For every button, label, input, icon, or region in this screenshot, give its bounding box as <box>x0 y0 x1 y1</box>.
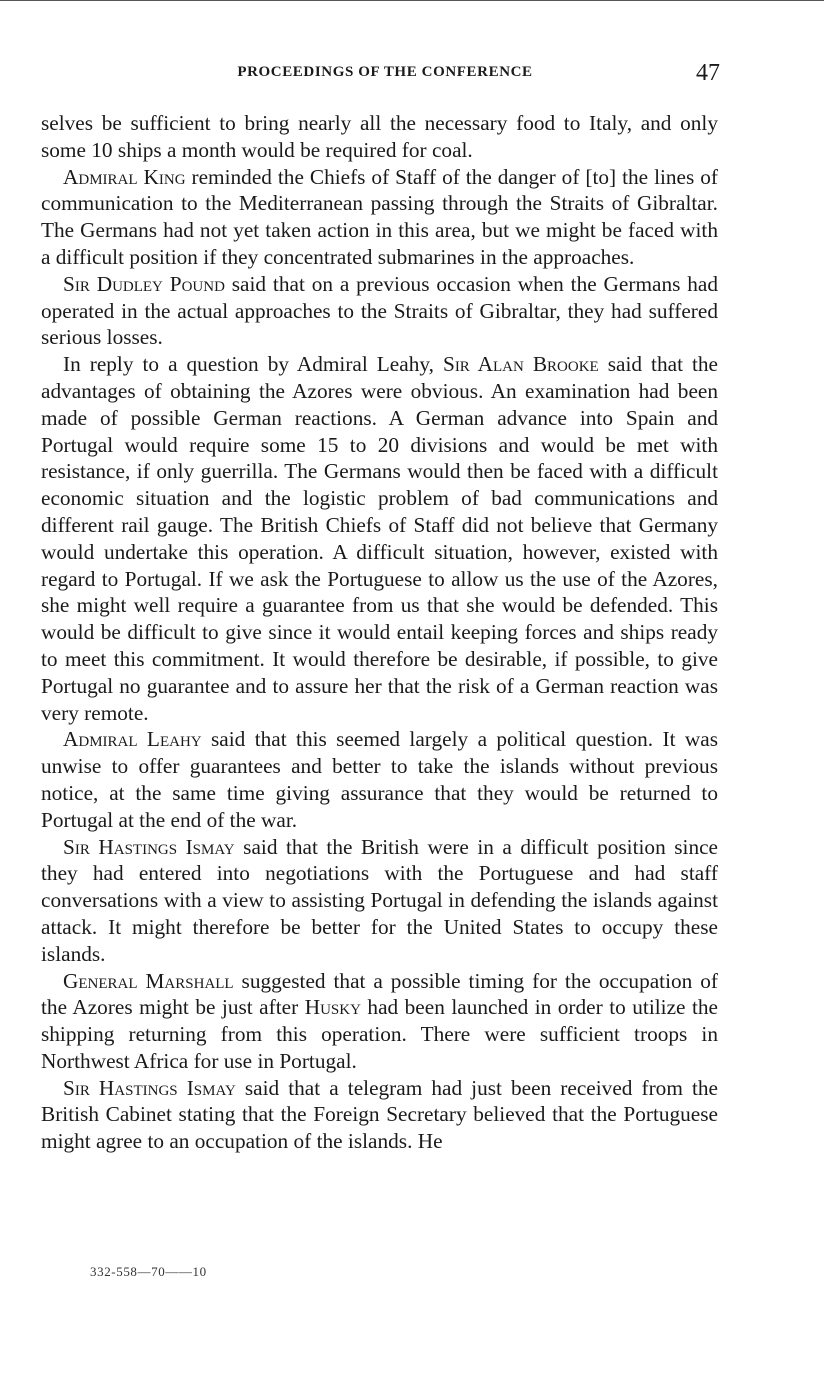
paragraph-text: said that a telegram had just been received from the British Cabinet stating that the Foreign Secretary believed that the Portuguese might agree to an occupation of the islands. He <box>41 1075 718 1154</box>
paragraph-text: suggested that a possible timing for the occupation of the Azores might be just after <box>41 968 719 1020</box>
paragraph-sir-hastings-ismay <box>41 834 718 968</box>
paragraph-text: said that this seemed largely a political question. It was unwise to offer guarantees and better to take the islands without previous notice, at the same time giving assurance that they would be returned to Portugal at the end of the war. <box>41 727 718 832</box>
paragraph-text: reminded the Chiefs of Staff of the danger of [to] the lines of communication to the Mediterranean passing through the Straits of Gibraltar. The Germans had not yet taken action in this area, but we might be faced with a difficult position if they concentrated submarines in the approaches. <box>41 164 718 269</box>
paragraph-continuation <box>41 110 718 164</box>
top-edge-rule <box>0 0 824 1</box>
body-text <box>41 110 718 1155</box>
print-code-footer: 332-558—70——10 <box>90 1264 207 1279</box>
paragraph-general-marshall <box>41 968 718 1075</box>
speaker-name: Sir Hastings Ismay <box>63 834 235 859</box>
paragraph-admiral-leahy <box>41 726 718 833</box>
operation-codename: Husky <box>304 995 361 1020</box>
running-head: PROCEEDINGS OF THE CONFERENCE <box>237 64 533 80</box>
speaker-name: Sir Alan Brooke <box>442 352 599 377</box>
paragraph-text: had been launched in order to utilize the shipping returning from this operation. There were sufficient troops in Northwest Africa for use in Portugal. <box>41 995 718 1073</box>
paragraph-text: selves be sufficient to bring nearly all the necessary food to Italy, and only some 10 ships a month would be required for coal. <box>41 111 718 162</box>
paragraph-text: said that on a previous occasion when the Germans had operated in the actual approaches to the Straits of Gibraltar, they had suffered serious losses. <box>41 271 719 350</box>
paragraph-sir-hastings-ismay-2 <box>41 1075 718 1155</box>
paragraph-text: said that the British were in a difficult position since they had entered into negotiations with the Portuguese and had staff conversations with a view to assisting Portugal in defending the islands against attack. It might therefore be better for the United States to occupy these islands. <box>41 834 718 966</box>
paragraph-text: said that the advantages of obtaining the Azores were obvious. An examination had been made of possible German reactions. A German advance into Spain and Portugal would require some 15 to 20 divisions and would be met with resistance, if only guerrilla. The Germans would then be faced with a difficult economic situation and the logistic problem of bad communications and different rail gauge. The British Chiefs of Staff did not believe that Germany would undertake this operation. A difficult situation, however, existed with regard to Portugal. If we ask the Portuguese to allow us the use of the Azores, she might well require a guarantee from us that she would be defended. This would be difficult to give since it would entail keeping forces and ships ready to meet this commitment. It would therefore be desirable, if possible, to give Portugal no guarantee and to assure her that the risk of a German reaction was very remote. <box>41 352 719 725</box>
speaker-name: Admiral King <box>63 164 186 189</box>
speaker-name: Sir Hastings Ismay <box>63 1075 236 1100</box>
page-number: 47 <box>696 60 720 86</box>
paragraph-sir-alan-brooke <box>41 351 718 726</box>
paragraph-admiral-king <box>41 164 718 271</box>
speaker-name: Admiral Leahy <box>63 727 202 752</box>
page-header <box>42 60 728 90</box>
speaker-name: General Marshall <box>63 968 234 993</box>
speaker-name: Sir Dudley Pound <box>63 271 225 296</box>
paragraph-sir-dudley-pound <box>41 271 718 351</box>
paragraph-lead-in: In reply to a question by Admiral Leahy, <box>63 352 443 377</box>
